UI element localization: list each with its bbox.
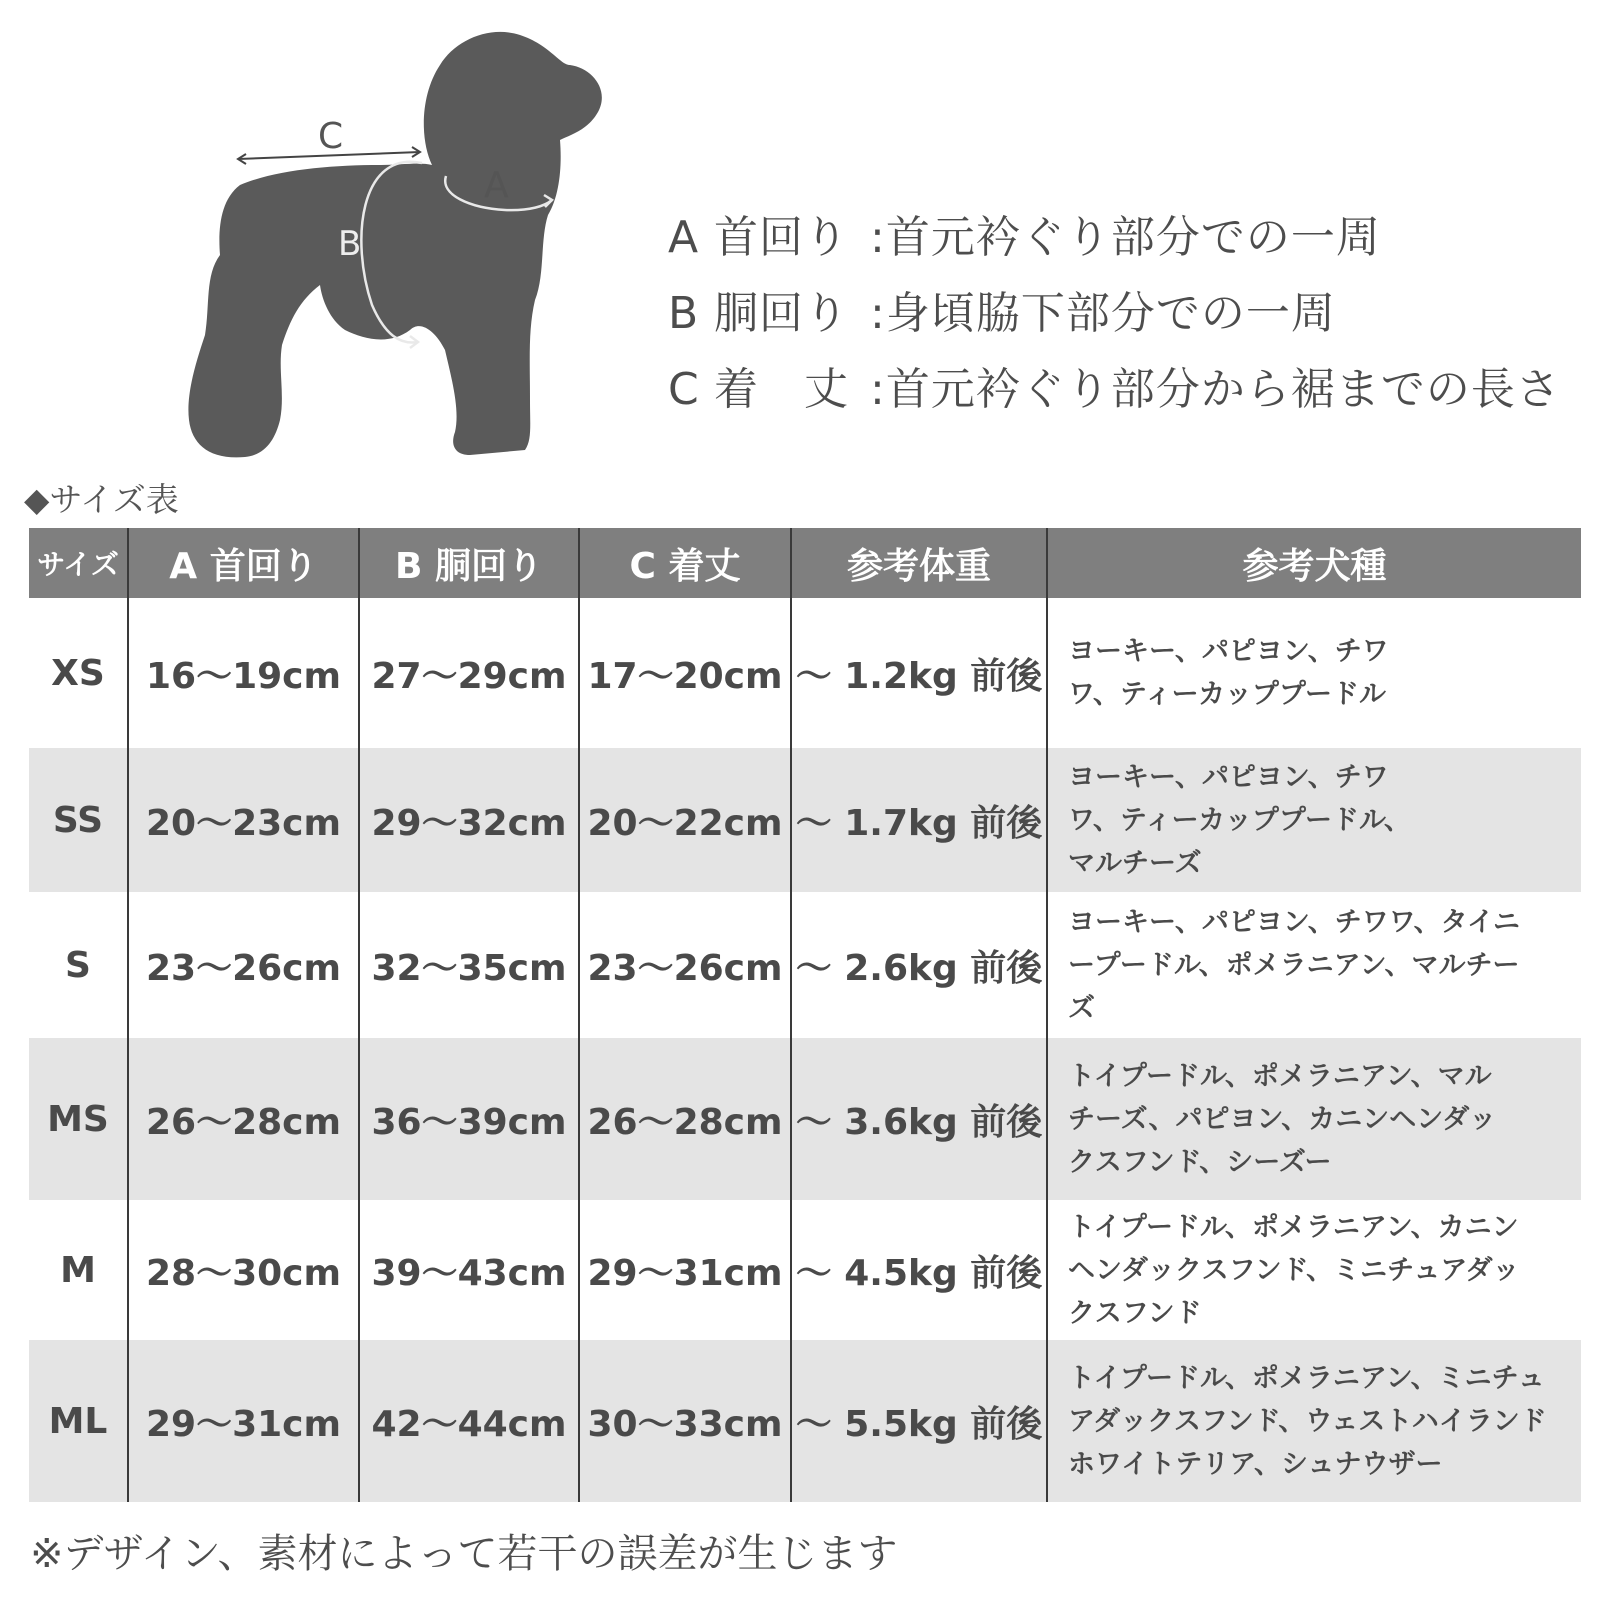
- breeds-text: トイプードル、ポメラニアン、マルチーズ、パピヨン、カニンヘンダックスフンド、シーズー: [1068, 1060, 1497, 1178]
- header-length: C 着丈: [579, 528, 791, 598]
- header-breeds: 参考犬種: [1047, 528, 1581, 598]
- cell-size: MS: [29, 1038, 128, 1200]
- legend-item-b: B 胴回り :身頃脇下部分での一周: [668, 288, 1336, 339]
- header-neck: A 首回り: [128, 528, 359, 598]
- cell-neck: 26～28cm: [128, 1038, 359, 1200]
- cell-breeds: [1047, 892, 1581, 1038]
- legend-item-a: A 首回り :首元衿ぐり部分での一周: [668, 212, 1381, 263]
- table-row: [29, 1340, 1581, 1502]
- cell-chest: 42～44cm: [359, 1340, 579, 1502]
- table-row: [29, 892, 1581, 1038]
- cell-size: SS: [29, 748, 128, 892]
- cell-chest: 36～39cm: [359, 1038, 579, 1200]
- measurement-legend: [668, 200, 1561, 428]
- cell-neck: 28～30cm: [128, 1200, 359, 1340]
- cell-size: XS: [51, 652, 105, 694]
- breeds-text: トイプードル、ポメラニアン、ミニチュアダックスフンド、ウェストハイランドホワイトテリア、シュナウザー: [1068, 1362, 1547, 1480]
- cell-breeds: [1047, 748, 1581, 892]
- cell-length: 23～26cm: [579, 892, 791, 1038]
- dog-silhouette: [188, 32, 601, 458]
- cell-weight: ～ 2.6kg 前後: [791, 892, 1047, 1038]
- cell-length: 26～28cm: [579, 1038, 791, 1200]
- cell-chest: 27～29cm: [359, 598, 579, 748]
- cell-weight: ～ 5.5kg 前後: [791, 1340, 1047, 1502]
- cell-neck: 16～19cm: [128, 598, 359, 748]
- cell-breeds: [1047, 1340, 1581, 1502]
- breeds-text: ヨーキー、パピヨン、チワワ、ティーカッププードル、マルチーズ: [1068, 761, 1411, 879]
- cell-breeds: [1047, 598, 1581, 748]
- header-weight: 参考体重: [791, 528, 1047, 598]
- dog-measurement-diagram: [0, 0, 640, 470]
- section-title: ◆サイズ表: [24, 480, 179, 519]
- disclaimer-note: ※デザイン、素材によって若干の誤差が生じます: [30, 1531, 898, 1577]
- cell-breeds: [1047, 1200, 1581, 1340]
- cell-length: 17～20cm: [579, 598, 791, 748]
- label-b: B: [338, 224, 362, 264]
- header-size: サイズ: [29, 528, 128, 598]
- table-row: [29, 1038, 1581, 1200]
- cell-weight: ～ 4.5kg 前後: [791, 1200, 1047, 1340]
- cell-size: S: [65, 944, 91, 986]
- breeds-text: ヨーキー、パピヨン、チワワ、タイニープードル、ポメラニアン、マルチーズ: [1068, 906, 1520, 1024]
- legend-item-c: C 着 丈 :首元衿ぐり部分から裾までの長さ: [668, 364, 1561, 415]
- cell-chest: 29～32cm: [359, 748, 579, 892]
- cell-neck: 29～31cm: [128, 1340, 359, 1502]
- label-c: C: [318, 116, 344, 157]
- cell-size: ML: [29, 1340, 128, 1502]
- label-a: A: [484, 165, 509, 206]
- cell-neck: 23～26cm: [128, 892, 359, 1038]
- cell-neck: 20～23cm: [128, 748, 359, 892]
- cell-length: 29～31cm: [579, 1200, 791, 1340]
- table-row: [29, 1200, 1581, 1340]
- cell-weight: ～ 1.7kg 前後: [791, 748, 1047, 892]
- cell-weight: ～ 1.2kg 前後: [791, 598, 1047, 748]
- cell-breeds: [1047, 1038, 1581, 1200]
- cell-length: 20～22cm: [579, 748, 791, 892]
- size-table: [29, 528, 1581, 1502]
- cell-length: 30～33cm: [579, 1340, 791, 1502]
- cell-weight: ～ 3.6kg 前後: [791, 1038, 1047, 1200]
- cell-chest: 32～35cm: [359, 892, 579, 1038]
- cell-chest: 39～43cm: [359, 1200, 579, 1340]
- table-header-row: [29, 528, 1581, 598]
- breeds-text: ヨーキー、パピヨン、チワワ、ティーカッププードル: [1068, 636, 1389, 710]
- table-row: [29, 598, 1581, 748]
- header-chest: B 胴回り: [359, 528, 579, 598]
- table-row: [29, 748, 1581, 892]
- cell-size: M: [60, 1249, 96, 1291]
- breeds-text: トイプードル、ポメラニアン、カニンヘンダックスフンド、ミニチュアダックスフンド: [1068, 1211, 1520, 1329]
